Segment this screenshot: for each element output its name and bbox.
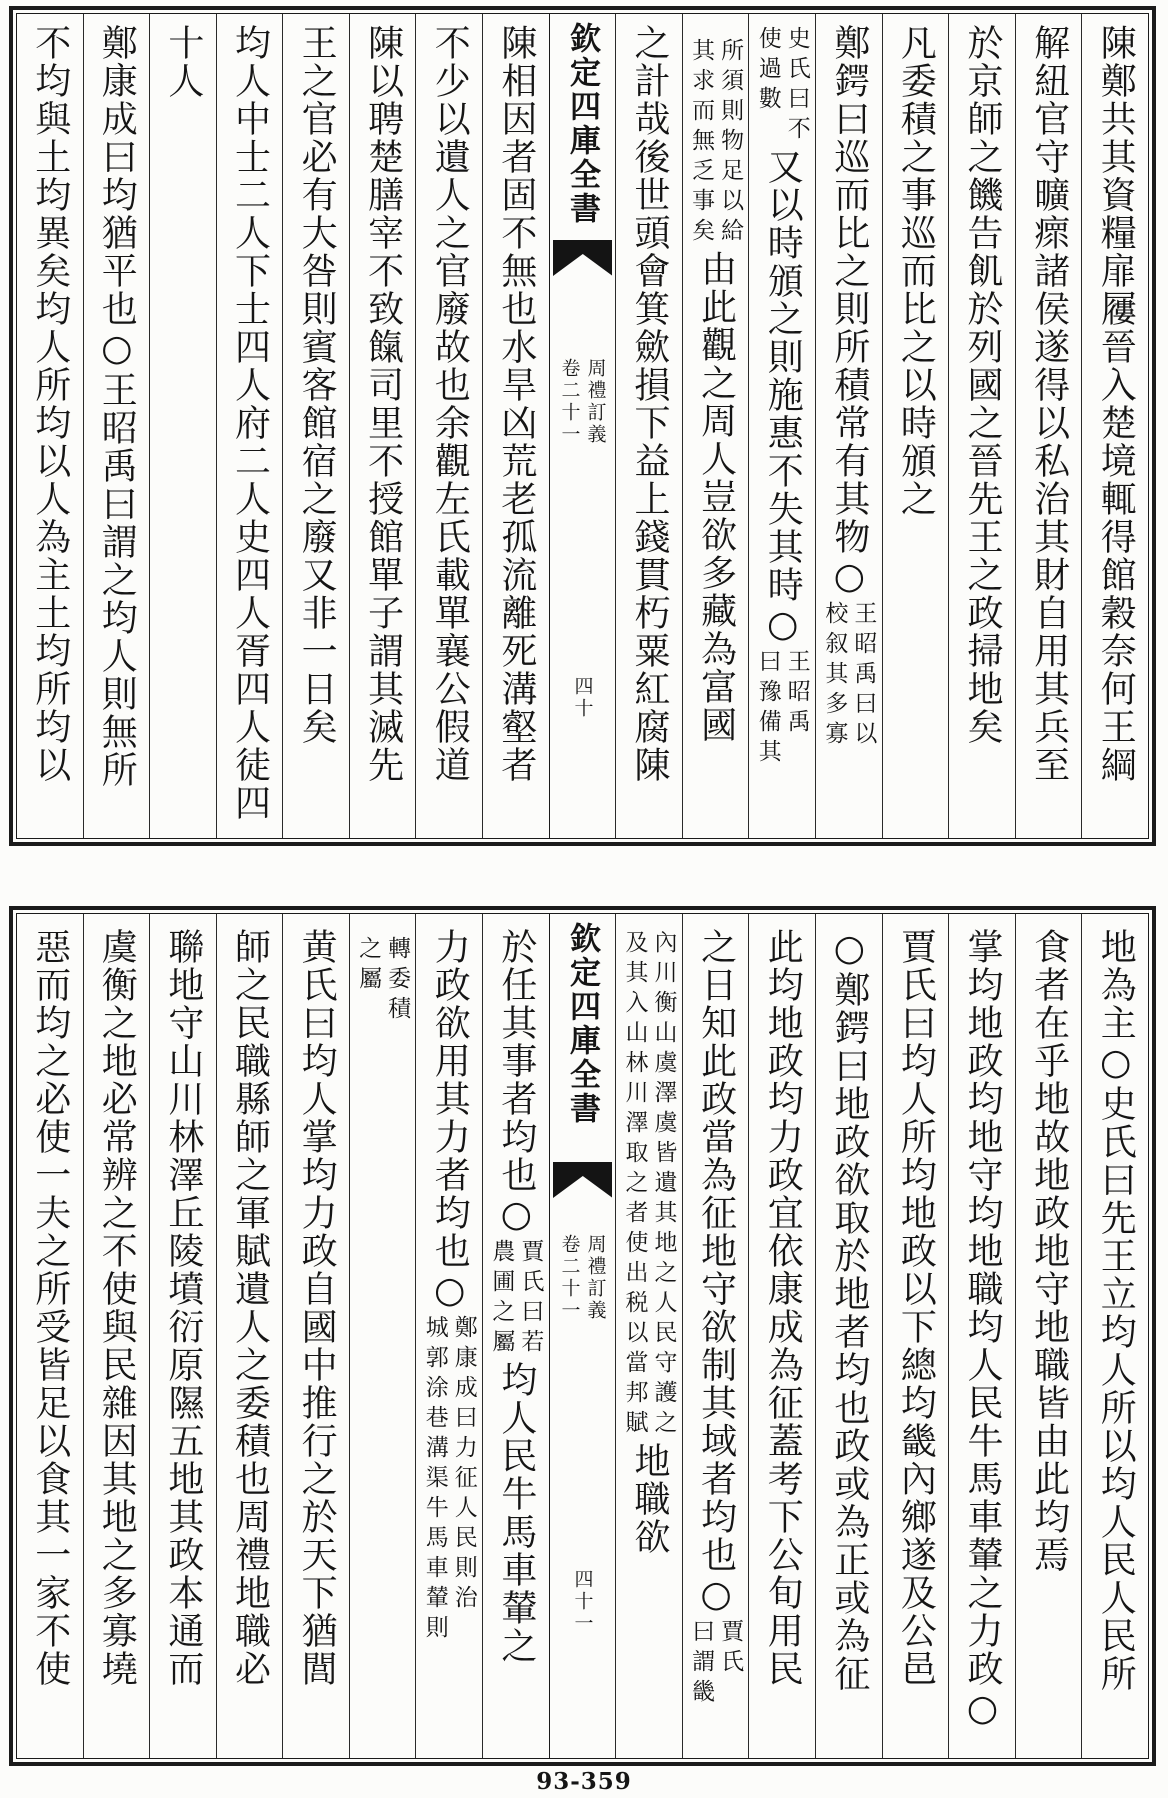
- text-column: [1081, 14, 1148, 838]
- main-text: 力政欲用其力者均也○: [429, 928, 471, 1313]
- main-text: 鄭康成曰均猶平也○王昭禹曰謂之均人則無所: [96, 24, 138, 789]
- annotation-line: 使過數: [754, 26, 781, 116]
- annotation-line: 校叙其多寡: [821, 601, 848, 751]
- annotation-line: 城郭涂巷溝渠牛馬車輦則: [421, 1315, 448, 1645]
- text-column: [83, 14, 150, 838]
- annotation-line: 史氏曰不: [783, 26, 810, 146]
- annotation-line: 鄭康成曰力征人民則治: [450, 1315, 477, 1615]
- fold-column: [549, 914, 616, 1758]
- text-column: [748, 14, 815, 838]
- annotation-line: 曰豫備其: [754, 649, 781, 769]
- main-text: 此均地政均力政宜依康成為征蓋考下公旬用民: [762, 928, 804, 1688]
- text-column: [349, 914, 416, 1758]
- main-text: 均人民牛馬車輦之: [495, 1361, 537, 1665]
- bottom-page-frame: [9, 906, 1156, 1766]
- text-column: [349, 14, 416, 838]
- main-text: 掌均地政均地守均地職均人民牛馬車輦之力政○: [962, 928, 1004, 1731]
- text-column: [882, 14, 949, 838]
- text-column: [1015, 914, 1082, 1758]
- main-text: 虞衡之地必常辨之不使與民雜因其地之多寡墝: [96, 928, 138, 1688]
- text-column: [948, 914, 1015, 1758]
- main-text: 鄭鍔曰巡而比之則所積常有其物○: [828, 24, 870, 599]
- annotation-note: [488, 1239, 543, 1359]
- text-column: [482, 914, 549, 1758]
- text-column: [682, 914, 749, 1758]
- main-text: 地為主○史氏曰先王立均人所以均人民人民所: [1095, 928, 1137, 1693]
- fold-book-title: 周禮訂義: [584, 1234, 607, 1322]
- text-column: [216, 14, 283, 838]
- fishtail-mark: [553, 240, 613, 276]
- main-text: 聯地守山川林澤丘陵墳衍原隰五地其政本通而: [162, 928, 204, 1688]
- text-column: [482, 14, 549, 838]
- text-column: [216, 914, 283, 1758]
- text-column: [17, 14, 83, 838]
- text-column: [748, 914, 815, 1758]
- annotation-note: [821, 601, 876, 751]
- main-text: 不均與土均異矣均人所均以人為主土均所均以: [29, 24, 71, 784]
- main-text: 於任其事者均也○: [495, 928, 537, 1237]
- annotation-note: [755, 26, 810, 146]
- fold-column: [549, 14, 616, 838]
- main-text: ○鄭鍔曰地政欲取於地者均也政或為正或為征: [828, 928, 870, 1693]
- annotation-note: [688, 1619, 743, 1709]
- main-text: 由此觀之周人豈欲多藏為富國: [695, 250, 737, 744]
- fold-book-info: [558, 1234, 606, 1322]
- annotation-line: 王昭禹曰以: [850, 601, 877, 751]
- text-column: [282, 14, 349, 838]
- annotation-note: [355, 936, 410, 1026]
- main-text: 賈氏曰均人所均地政以下總均畿內鄉遂及公邑: [895, 928, 937, 1688]
- annotation-line: 之屬: [355, 936, 382, 996]
- main-text: 於京師之饑告飢於列國之晉先王之政掃地矣: [962, 24, 1004, 746]
- main-text: 均人中士二人下士四人府二人史四人胥四人徒四: [229, 24, 271, 822]
- annotation-line: 曰謂畿: [688, 1619, 715, 1709]
- annotation-line: 所須則物足以給: [717, 38, 744, 248]
- annotation-line: 農圃之屬: [488, 1239, 515, 1359]
- text-column: [415, 14, 482, 838]
- annotation-line: 賈氏: [717, 1619, 744, 1679]
- main-text: 食者在乎地故地政地守地職皆由此均焉: [1028, 928, 1070, 1574]
- fold-title: 欽定四庫全書: [563, 922, 600, 1126]
- annotation-note: [422, 1315, 477, 1645]
- text-column: [682, 14, 749, 838]
- text-column: [83, 914, 150, 1758]
- text-column: [615, 14, 682, 838]
- top-page-body: [16, 13, 1149, 839]
- annotation-line: 及其入山林川澤取之者使出税以當邦賦: [621, 930, 648, 1440]
- main-text: 解紐官守曠瘝諸侯遂得以私治其財自用其兵至: [1028, 24, 1070, 784]
- text-column: [615, 914, 682, 1758]
- annotation-note: [622, 930, 677, 1440]
- main-text: 又以時頒之則施惠不失其時○: [762, 148, 804, 647]
- main-text: 不少以遺人之官廢故也余觀左氏載單襄公假道: [429, 24, 471, 784]
- main-text: 陳以聘楚膳宰不致餼司里不授館單子謂其滅先: [362, 24, 404, 784]
- text-column: [1015, 14, 1082, 838]
- main-text: 陳鄭共其資糧扉屨晉入楚境輒得館穀奈何王綱: [1095, 24, 1137, 784]
- main-text: 師之民職縣師之軍賦遺人之委積也周禮地職必: [229, 928, 271, 1688]
- top-page-frame: [9, 6, 1156, 846]
- annotation-line: 內川衡山虞澤虞皆遺其地之人民守護之: [650, 930, 677, 1440]
- main-text: 凡委積之事巡而比之以時頒之: [895, 24, 937, 518]
- main-text: 王之官必有大咎則賓客館宿之廢又非一日矣: [296, 24, 338, 746]
- bottom-page-body: [16, 913, 1149, 1759]
- fold-page-number: 四十: [571, 676, 594, 720]
- text-column: [1081, 914, 1148, 1758]
- fold-volume: 卷二十一: [558, 358, 581, 446]
- annotation-note: [688, 38, 743, 248]
- fishtail-mark: [553, 1162, 613, 1198]
- main-text: 之計哉後世頭會箕歛損下益上錢貫朽粟紅腐陳: [629, 24, 671, 784]
- text-column: [149, 914, 216, 1758]
- main-text: 地職欲: [629, 1442, 671, 1556]
- fold-volume: 卷二十一: [558, 1234, 581, 1322]
- text-column: [149, 14, 216, 838]
- text-column: [415, 914, 482, 1758]
- annotation-line: 王昭禹: [783, 649, 810, 739]
- text-column: [948, 14, 1015, 838]
- fold-title: 欽定四庫全書: [563, 22, 600, 226]
- annotation-line: 轉委積: [384, 936, 411, 1026]
- text-column: [282, 914, 349, 1758]
- main-text: 十人: [162, 24, 204, 100]
- text-column: [815, 914, 882, 1758]
- main-text: 之日知此政當為征地守欲制其域者均也○: [695, 928, 737, 1617]
- annotation-line: 賈氏曰若: [517, 1239, 544, 1359]
- fold-book-info: [558, 358, 606, 446]
- fold-page-number: 四十一: [571, 1569, 594, 1635]
- text-column: [17, 914, 83, 1758]
- main-text: 黄氏曰均人掌均力政自國中推行之於天下猶閭: [296, 928, 338, 1688]
- main-text: 惡而均之必使一夫之所受皆足以食其一家不使: [29, 928, 71, 1688]
- main-text: 陳相因者固不無也水旱凶荒老孤流離死溝壑者: [495, 24, 537, 784]
- page-number: 93-359: [536, 1768, 632, 1795]
- fold-book-title: 周禮訂義: [584, 358, 607, 446]
- annotation-note: [755, 649, 810, 769]
- annotation-line: 其求而無乏事矣: [688, 38, 715, 248]
- text-column: [882, 914, 949, 1758]
- text-column: [815, 14, 882, 838]
